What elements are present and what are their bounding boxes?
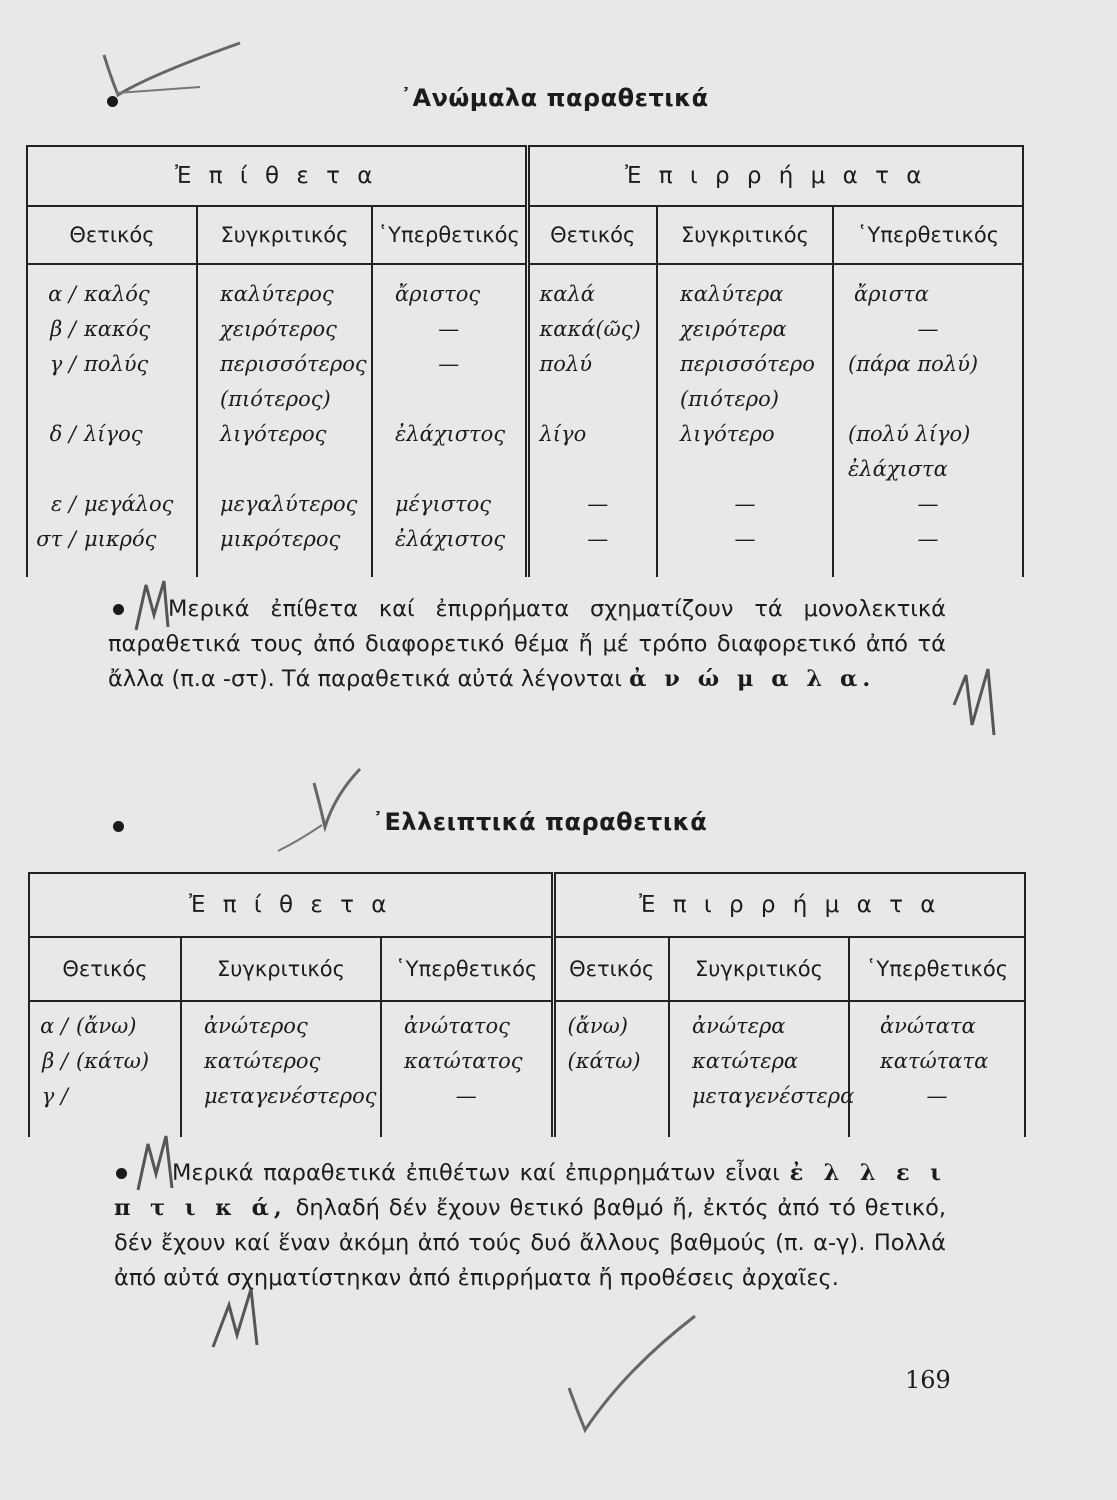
table-cell: (ἄνω)	[76, 1014, 137, 1038]
pencil-checkmark-icon	[90, 35, 260, 105]
table-cell: —	[734, 527, 756, 551]
table-cell: καλά	[539, 282, 595, 306]
pencil-checkmark-icon	[555, 1310, 705, 1440]
table-cell: ἐλάχιστος	[395, 527, 506, 551]
table-cell: (πάρα πολύ)	[848, 352, 979, 376]
column-header: Θετικός	[29, 937, 181, 1001]
column-header: Θετικός	[553, 937, 669, 1001]
table-cell: λιγότερο	[680, 422, 775, 446]
table-cell: ἄριστα	[854, 282, 929, 306]
table-cell: μεγαλύτερος	[220, 492, 358, 516]
row-label: στ /	[36, 527, 76, 551]
table-cell: μεταγενέστερα	[692, 1084, 855, 1108]
table-cell: κακά(ῶς)	[539, 317, 641, 341]
column-header: Συγκριτικός	[657, 206, 833, 264]
table-cell: ἐλάχιστα	[848, 457, 948, 481]
row-label: β /	[42, 1049, 68, 1073]
table-cell: —	[917, 527, 939, 551]
table-cell: (πιότερο)	[680, 387, 779, 411]
table-cell: πολύς	[84, 352, 149, 376]
column-comparative-adj	[197, 264, 372, 577]
table-cell: μεγάλος	[84, 492, 174, 516]
table-cell: —	[438, 352, 460, 376]
column-positive-adj	[27, 264, 197, 577]
page-number: 169	[905, 1366, 951, 1394]
table-cell: κατώτερα	[692, 1049, 799, 1073]
column-superlative-adv	[833, 264, 1023, 577]
table-cell: (κάτω)	[76, 1049, 150, 1073]
paragraph-text: Μερικά παραθετικά ἐπιθέτων καί ἐπιρρημάτων εἶναι	[172, 1160, 780, 1186]
section-bullet	[113, 821, 124, 832]
table-cell: ἀνώτερα	[692, 1014, 786, 1038]
column-header: Συγκριτικός	[181, 937, 381, 1001]
table-cell: κακός	[84, 317, 151, 341]
table-body	[29, 1001, 1025, 1137]
column-comparative-adv	[657, 264, 833, 577]
table-cell: πολύ	[539, 352, 593, 376]
table-cell: λίγος	[84, 422, 143, 446]
column-superlative-adj	[372, 264, 527, 577]
group-header-adverbs: Ἐ π ι ρ ρ ή μ α τ α	[553, 873, 1025, 937]
row-label: β /	[50, 317, 76, 341]
column-header: ῾Υπερθετικός	[833, 206, 1023, 264]
table-cell: (πολύ λίγο)	[848, 422, 971, 446]
table-cell: (κάτω)	[567, 1049, 641, 1073]
table-group-header-row	[27, 146, 1023, 206]
elleiptika-table	[28, 872, 1026, 1137]
table-cell: ἀνώτερος	[204, 1014, 308, 1038]
table-cell: περισσότερος	[220, 352, 367, 376]
column-positive-adv	[527, 264, 657, 577]
column-superlative-adj	[381, 1001, 553, 1137]
table-cell: (ἄνω)	[567, 1014, 628, 1038]
column-comparative-adj	[181, 1001, 381, 1137]
group-header-adjectives: Ἐ π ί θ ε τ α	[27, 146, 527, 206]
table-cell: ἄριστος	[395, 282, 481, 306]
table-body	[27, 264, 1023, 577]
table-cell: ἀνώτατα	[880, 1014, 976, 1038]
table-cell: μικρότερος	[220, 527, 341, 551]
column-header: ῾Υπερθετικός	[372, 206, 527, 264]
paragraph-text: δηλαδή δέν ἔχουν θετικό βαθμό ἤ, ἐκτός ἀπό τό θετικό, δέν ἔχουν καί ἕναν ἀκόμη ἀπό τούς δυό ἄλλους βαθμούς (π. α-γ). Πολλά ἀπό αὐτά σχηματίστηκαν ἀπό ἐπιρρήματα ἤ προθέσεις ἀρχαῖες.	[114, 1195, 947, 1291]
table-cell: καλύτερος	[220, 282, 334, 306]
column-header: Συγκριτικός	[197, 206, 372, 264]
table-cell: μεταγενέστερος	[204, 1084, 377, 1108]
column-header: ῾Υπερθετικός	[381, 937, 553, 1001]
pencil-checkmark-icon	[270, 765, 370, 855]
paragraph-emphasis: ἐ λ λ ε ι π τ ι κ ά,	[114, 1160, 946, 1221]
group-header-adjectives: Ἐ π ί θ ε τ α	[29, 873, 553, 937]
table-cell: περισσότερο	[680, 352, 815, 376]
table-cell: καλός	[84, 282, 150, 306]
column-header: ῾Υπερθετικός	[849, 937, 1025, 1001]
table-column-header-row	[27, 206, 1023, 264]
paragraph-anomala	[108, 592, 946, 697]
table-cell: (πιότερος)	[220, 387, 331, 411]
table-cell: —	[587, 527, 609, 551]
row-label: α /	[48, 282, 76, 306]
table-cell: —	[455, 1084, 477, 1108]
table-cell: λιγότερος	[220, 422, 327, 446]
table-cell: ἀνώτατος	[404, 1014, 510, 1038]
table-cell: λίγο	[539, 422, 587, 446]
column-header: Θετικός	[27, 206, 197, 264]
row-label: α /	[40, 1014, 68, 1038]
table-cell: —	[734, 492, 756, 516]
pencil-initials-icon	[948, 665, 1008, 745]
table-cell: μικρός	[84, 527, 157, 551]
anomala-table	[26, 145, 1024, 577]
column-superlative-adv	[849, 1001, 1025, 1137]
table-cell: μέγιστος	[395, 492, 492, 516]
section-bullet	[107, 96, 118, 107]
table-cell: χειρότερος	[220, 317, 337, 341]
table-cell: κατώτερος	[204, 1049, 321, 1073]
row-label: ε /	[50, 492, 76, 516]
column-header: Θετικός	[527, 206, 657, 264]
table-cell: καλύτερα	[680, 282, 784, 306]
table-cell: ἐλάχιστος	[395, 422, 506, 446]
column-comparative-adv	[669, 1001, 855, 1137]
section-title-anomala: ᾿Ανώμαλα παραθετικά	[400, 84, 709, 112]
paragraph-text: Μερικά ἐπίθετα καί ἐπιρρήματα σχηματίζουν τά μονολεκτικά παραθετικά τους ἀπό διαφορετικό θέμα ἤ μέ τρόπο διαφορετικό ἀπό τά ἄλλα (π.α -στ). Τά παραθετικά αὐτά λέγονται	[108, 596, 946, 692]
table-cell: —	[917, 492, 939, 516]
table-cell	[568, 1079, 669, 1114]
table-cell: κατώτατα	[880, 1049, 989, 1073]
paragraph-elleiptika	[114, 1156, 946, 1296]
table-cell: —	[926, 1084, 948, 1108]
table-group-header-row	[29, 873, 1025, 937]
row-label: γ /	[49, 352, 76, 376]
table-cell: —	[438, 317, 460, 341]
column-header: Συγκριτικός	[669, 937, 849, 1001]
group-header-adverbs: Ἐ π ι ρ ρ ή μ α τ α	[527, 146, 1023, 206]
table-cell: κατώτατος	[404, 1049, 523, 1073]
row-label: γ /	[41, 1084, 68, 1108]
table-cell: —	[917, 317, 939, 341]
table-cell: χειρότερα	[680, 317, 787, 341]
paragraph-emphasis: ἀ ν ώ μ α λ α.	[629, 666, 876, 692]
column-positive-adj	[29, 1001, 181, 1137]
column-positive-adv	[553, 1001, 669, 1137]
section-title-elleiptika: ᾿Ελλειπτικά παραθετικά	[372, 808, 708, 836]
pencil-initials-icon	[205, 1285, 275, 1355]
table-cell: —	[587, 492, 609, 516]
row-label: δ /	[49, 422, 76, 446]
table-column-header-row	[29, 937, 1025, 1001]
